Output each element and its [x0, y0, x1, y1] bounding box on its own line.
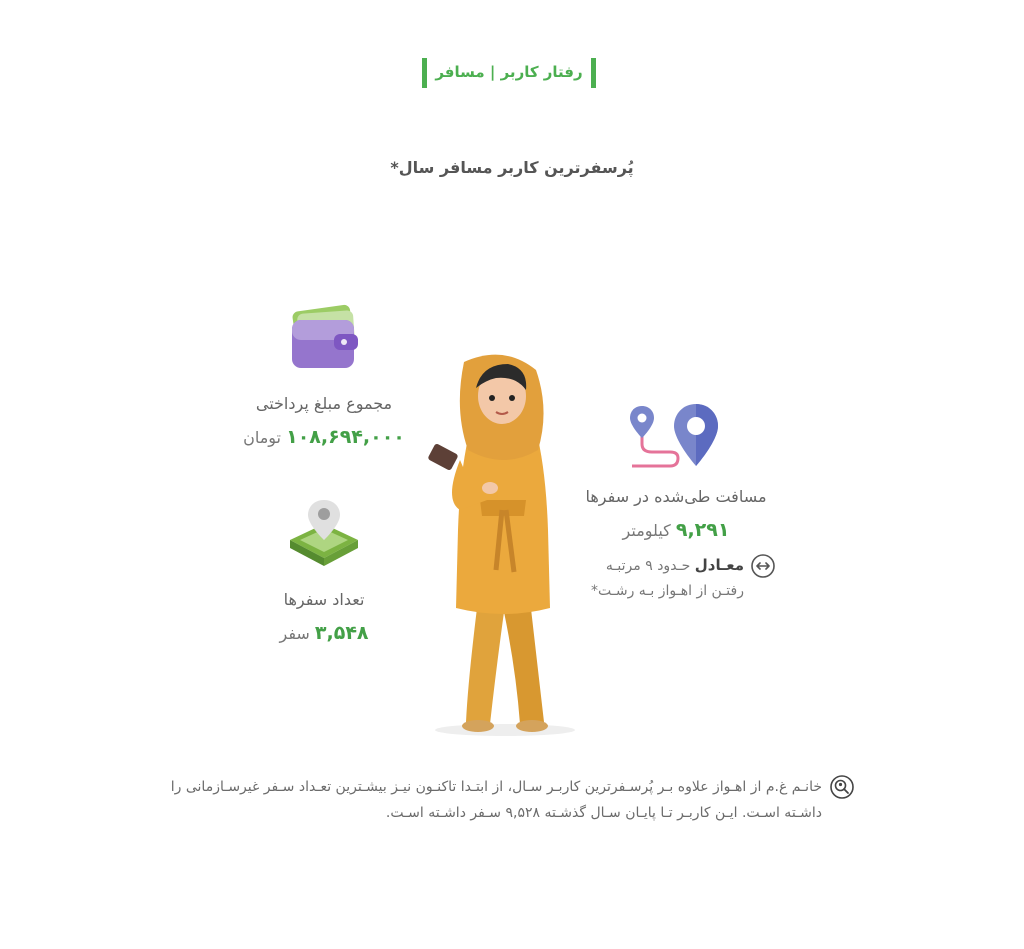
- footnote-line-1: خانـم غ.م از اهـواز علاوه بـر پُرسـفرترین کاربـر سـال، از ابتـدا تاکنـون نیـز بیشـترین تعـداد سـفر غیرسـازمانی را: [170, 779, 822, 795]
- location-pin-icon: [284, 496, 364, 572]
- footnote-line-2: داشـته اسـت. ایـن کاربـر تـا پایـان سـال گذشـته ۹,۵۲۸ سـفر داشـته اسـت.: [385, 805, 822, 821]
- traveler-illustration: [420, 350, 590, 740]
- equivalent-route: رفتـن از اهـواز بـه رشـت*: [591, 583, 744, 599]
- trips-unit: سفر: [279, 624, 310, 643]
- section-header: [422, 58, 596, 88]
- trips-value-row: [234, 622, 414, 644]
- payment-value-row: [224, 426, 424, 448]
- distance-value: ۹,۲۹۱: [675, 519, 730, 541]
- route-icon: [626, 404, 722, 470]
- page-subtitle: پُرسفرترین کاربر مسافر سال*: [390, 158, 634, 177]
- bidirectional-arrow-icon: [750, 553, 776, 579]
- header-bar-right: [591, 58, 596, 88]
- trips-value: ۳,۵۴۸: [314, 622, 369, 644]
- distance-label: مسافت طی‌شده در سفرها: [585, 487, 767, 506]
- payment-unit: تومان: [243, 428, 281, 447]
- footnote: [150, 774, 822, 826]
- wallet-icon: [286, 302, 362, 374]
- payment-label: مجموع مبلغ پرداختی: [255, 394, 393, 413]
- search-person-icon: [829, 774, 855, 800]
- distance-unit: کیلومتر: [622, 521, 671, 540]
- header-bar-left: [422, 58, 427, 88]
- section-title: رفتار کاربر | مسافر: [435, 63, 583, 81]
- distance-value-row: [576, 519, 776, 541]
- distance-equivalent: [560, 556, 744, 574]
- payment-value: ۱۰۸,۶۹۴,۰۰۰: [286, 426, 405, 448]
- equivalent-label: معـادل: [694, 556, 744, 574]
- trips-label: تعداد سفرها: [283, 590, 365, 609]
- equivalent-text: حـدود ۹ مرتبـه: [605, 558, 691, 574]
